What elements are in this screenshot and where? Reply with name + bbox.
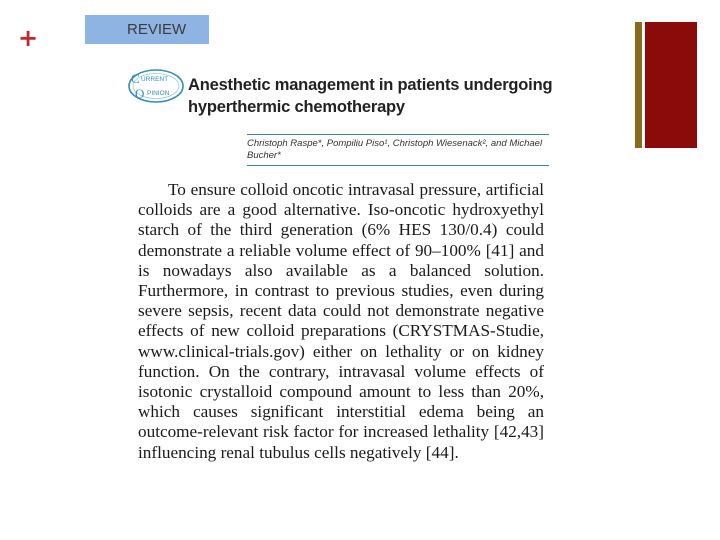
accent-bar-gold <box>635 22 642 148</box>
author-list: Christoph Raspe*, Pompiliu Piso¹, Christoph Wiesenack², and Michael Bucher* <box>247 138 543 161</box>
logo-line2: PINION <box>147 90 170 97</box>
accent-bar-red <box>645 22 697 148</box>
article-title: Anesthetic management in patients undergoing hyperthermic chemotherapy <box>188 76 553 116</box>
svg-text:O: O <box>135 86 145 101</box>
plus-icon: + <box>18 24 39 52</box>
logo-line1: URRENT <box>141 76 169 83</box>
review-label: REVIEW <box>85 15 209 44</box>
body-paragraph: To ensure colloid oncotic intravasal pressure, artificial colloids are a good alternative. Iso-oncotic hydroxyethyl starch of the third generation (6% HES 130/0.4) could demonstrate a reliable volume effect of 90–100% [41] and is nowadays also available as a balanced solution. Furthermore, in contrast to previous studies, even during severe sepsis, recent data could not demonstrate negative effects of new colloid preparations (CRYSTMAS-Studie, www.clinical-trials.gov) either on lethality or on kidney function. On the contrary, intravasal volume effects of isotonic crystalloid compound amount to less than 20%, which causes significant interstitial edema being an outcome-relevant risk factor for increased lethality [42,43] influencing renal tubulus cells negatively [44]. <box>138 180 544 462</box>
divider <box>247 134 549 135</box>
svg-text:C: C <box>131 71 140 86</box>
current-opinion-logo-icon <box>127 68 185 104</box>
divider <box>247 165 549 166</box>
